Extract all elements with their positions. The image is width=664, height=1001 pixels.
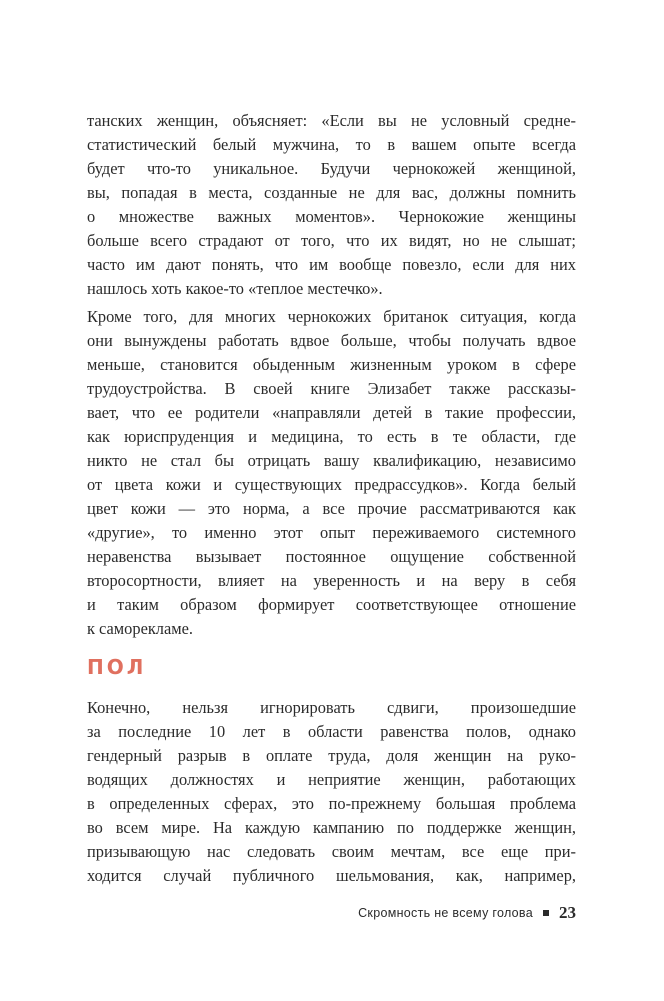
text-line: неравенства вызывает постоянное ощущение собственной [87, 547, 576, 566]
text-line: нашлось хоть какое-то «теплое местечко». [87, 279, 383, 298]
text-line: танских женщин, объясняет: «Если вы не условный средне- [87, 111, 576, 130]
text-line: вы, попадая в места, созданные не для вас, должны помнить [87, 183, 576, 202]
square-bullet-icon [543, 910, 549, 916]
text-line: во всем мире. На каждую кампанию по поддержке женщин, [87, 818, 576, 837]
text-line: они вынуждены работать вдвое больше, чтобы получать вдвое [87, 331, 576, 350]
text-line: «другие», то именно этот опыт переживаемого системного [87, 523, 576, 542]
text-line: к саморекламе. [87, 619, 194, 638]
text-line: меньше, становится обыденным жизненным уроком в сфере [87, 355, 576, 374]
text-line: водящих должностях и неприятие женщин, работающих [87, 770, 576, 789]
text-line: статистический белый мужчина, то в вашем опыте всегда [87, 135, 576, 154]
text-line: как юриспруденция и медицина, то есть в те области, где [87, 427, 576, 446]
paragraph-2 [87, 305, 576, 641]
section-heading: ПОЛ [87, 655, 147, 679]
text-line: второсортности, влияет на уверенность и на веру в себя [87, 571, 576, 590]
running-footer [358, 901, 576, 925]
text-line: никто не стал бы отрицать вашу квалификацию, независимо [87, 451, 576, 470]
text-line: ходится случай публичного шельмования, как, например, [87, 866, 576, 885]
text-line: цвет кожи — это норма, а все прочие рассматриваются как [87, 499, 576, 518]
text-line: больше всего страдают от того, что их видят, но не слышат; [87, 231, 576, 250]
text-line: Кроме того, для многих чернокожих британок ситуация, когда [87, 307, 576, 326]
text-line: гендерный разрыв в оплате труда, доля женщин на руко- [87, 746, 576, 765]
text-line: и таким образом формирует соответствующее отношение [87, 595, 576, 614]
text-line: призывающую нас следовать своим мечтам, все еще при- [87, 842, 576, 861]
text-line: Конечно, нельзя игнорировать сдвиги, произошедшие [87, 698, 576, 717]
page-number: 23 [559, 903, 576, 922]
paragraph-3 [87, 696, 576, 888]
text-line: трудоустройства. В своей книге Элизабет также рассказы- [87, 379, 576, 398]
text-line: за последние 10 лет в области равенства полов, однако [87, 722, 576, 741]
running-title: Скромность не всему голова [358, 906, 533, 920]
paragraph-1 [87, 109, 576, 301]
text-line: в определенных сферах, это по-прежнему большая проблема [87, 794, 576, 813]
text-line: о множестве важных моментов». Чернокожие женщины [87, 207, 576, 226]
text-line: вает, что ее родители «направляли детей в такие профессии, [87, 403, 576, 422]
text-line: часто им дают понять, что им вообще повезло, если для них [87, 255, 576, 274]
text-line: будет что-то уникальное. Будучи чернокожей женщиной, [87, 159, 576, 178]
text-line: от цвета кожи и существующих предрассудков». Когда белый [87, 475, 576, 494]
